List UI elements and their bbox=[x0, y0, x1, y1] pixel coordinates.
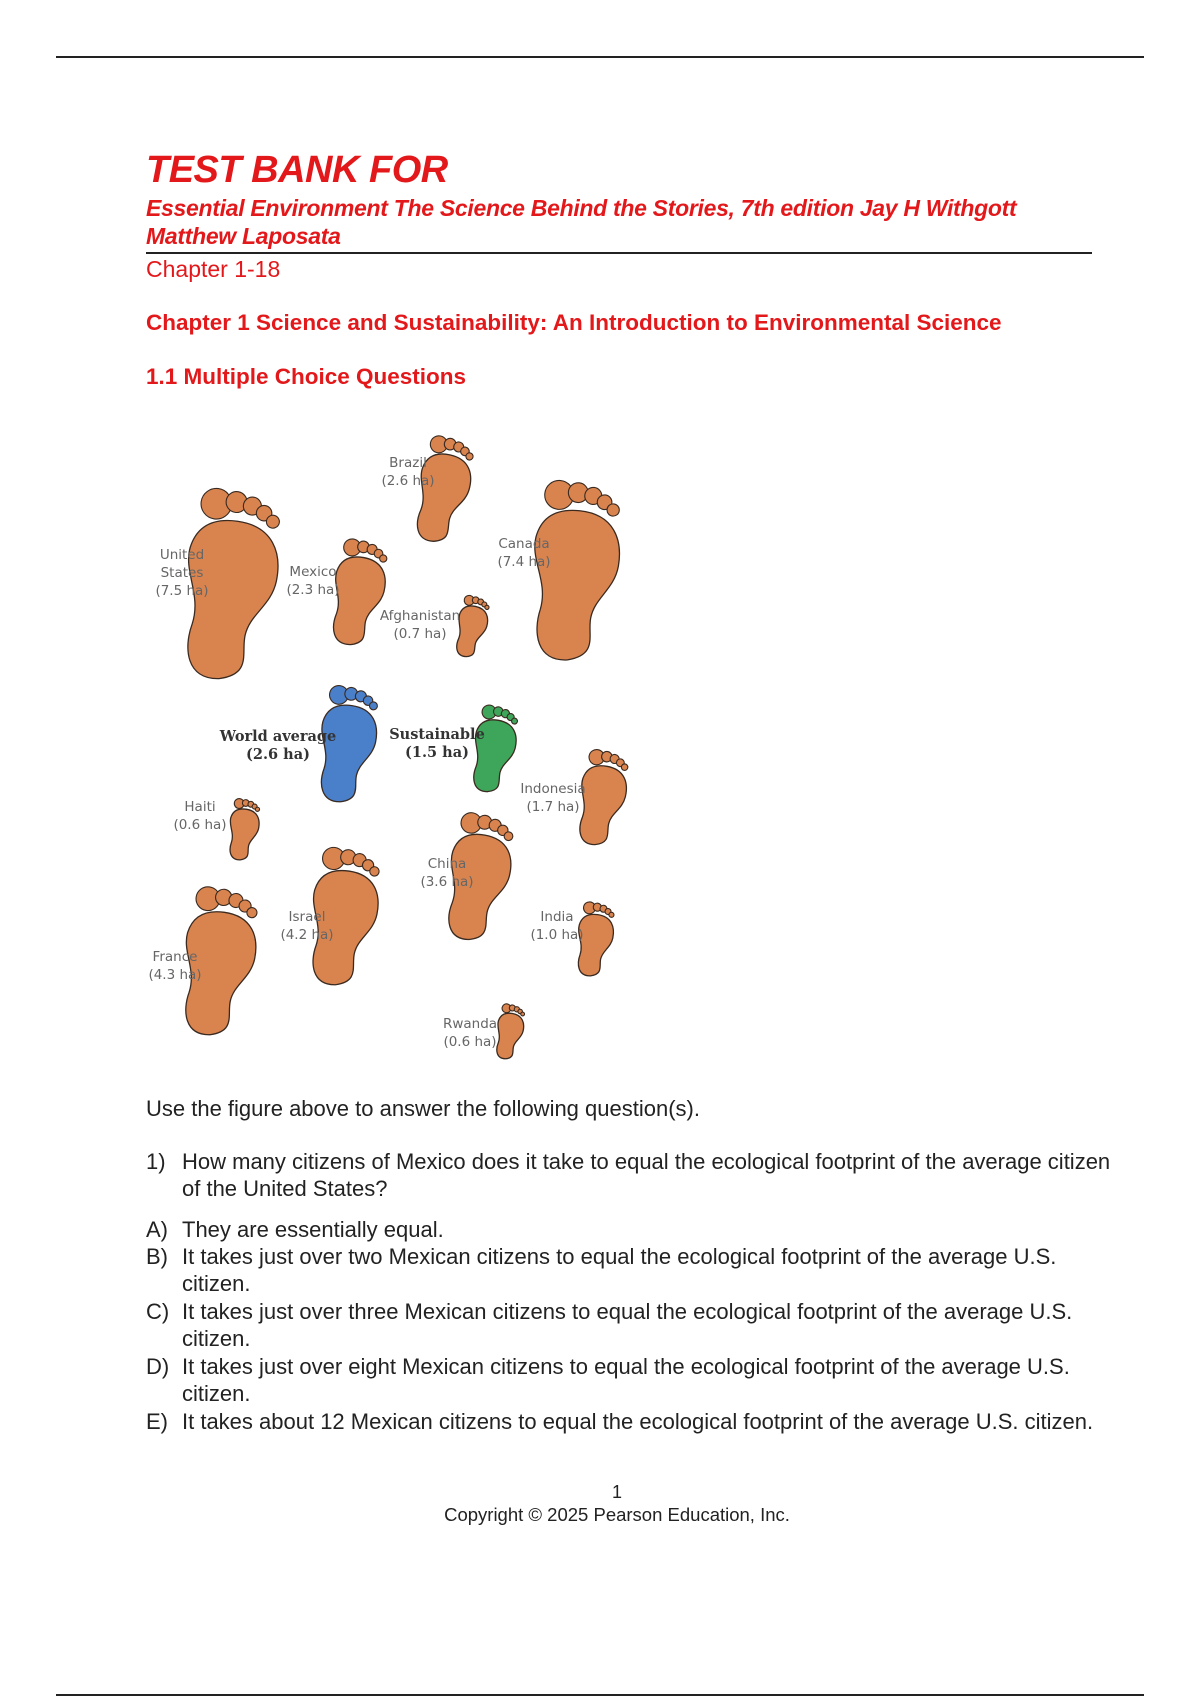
option-letter: B) bbox=[146, 1244, 168, 1269]
footprint-label: Israel (4.2 ha) bbox=[280, 909, 334, 943]
copyright: Copyright © 2025 Pearson Education, Inc. bbox=[444, 1504, 790, 1525]
question-text: How many citizens of Mexico does it take to equal the ecological footprint of the average citizen of the United States? bbox=[182, 1149, 1111, 1201]
footprint-sustainable bbox=[466, 704, 522, 796]
footprint-label: France (4.3 ha) bbox=[148, 949, 202, 983]
footprint-rwanda bbox=[492, 1003, 527, 1061]
section-title: 1.1 Multiple Choice Questions bbox=[146, 364, 467, 389]
bottom-rule bbox=[56, 1694, 1144, 1696]
footprint-label: China (3.6 ha) bbox=[420, 856, 474, 890]
footprint-brazil bbox=[408, 434, 479, 547]
page-number: 1 bbox=[611, 1482, 622, 1502]
option-text: They are essentially equal. bbox=[182, 1217, 444, 1242]
footprint-canada bbox=[523, 479, 627, 665]
option-letter: E) bbox=[146, 1409, 168, 1434]
footprint-label: Mexico (2.3 ha) bbox=[286, 564, 340, 598]
chapter-title: Chapter 1 Science and Sustainability: An Introduction to Environmental Science bbox=[146, 310, 1002, 335]
option-text: It takes about 12 Mexican citizens to equal the ecological footprint of the average U.S. citizen. bbox=[182, 1409, 1094, 1434]
footprint-label: Indonesia (1.7 ha) bbox=[520, 781, 586, 815]
question-instructions: Use the figure above to answer the following question(s). bbox=[146, 1096, 700, 1121]
footprint-label: India (1.0 ha) bbox=[530, 909, 584, 943]
test-bank-title: TEST BANK FOR bbox=[146, 149, 448, 191]
footprint-label: Rwanda (0.6 ha) bbox=[442, 1016, 498, 1050]
footprint-haiti bbox=[225, 798, 262, 862]
question-number: 1) bbox=[146, 1149, 166, 1174]
footprint-label: United States (7.5 ha) bbox=[155, 547, 209, 599]
footprint-label: Canada (7.4 ha) bbox=[497, 536, 551, 570]
footprint-indonesia bbox=[572, 748, 633, 849]
footprint-label: Sustainable (1.5 ha) bbox=[389, 726, 485, 761]
option-letter: C) bbox=[146, 1299, 170, 1324]
footprint-afghanistan bbox=[451, 594, 492, 660]
option-text: It takes just over eight Mexican citizens to equal the ecological footprint of the average U.S. citizen. bbox=[182, 1354, 1070, 1406]
footprint-label: World average (2.6 ha) bbox=[219, 728, 337, 763]
chapter-range: Chapter 1-18 bbox=[146, 256, 281, 282]
option-text: It takes just over three Mexican citizens to equal the ecological footprint of the average U.S. citizen. bbox=[182, 1299, 1073, 1351]
footprint-label: Afghanistan (0.7 ha) bbox=[379, 608, 461, 642]
option-letter: D) bbox=[146, 1354, 170, 1379]
book-subtitle: Essential Environment The Science Behind the Stories, 7th edition Jay H Withgott Matthew Laposata bbox=[146, 195, 1017, 249]
footprint-label: Brazil (2.6 ha) bbox=[381, 455, 435, 489]
option-letter: A) bbox=[146, 1217, 168, 1242]
footprint-label: Haiti (0.6 ha) bbox=[173, 799, 227, 833]
option-text: It takes just over two Mexican citizens to equal the ecological footprint of the average U.S. citizen. bbox=[182, 1244, 1057, 1296]
